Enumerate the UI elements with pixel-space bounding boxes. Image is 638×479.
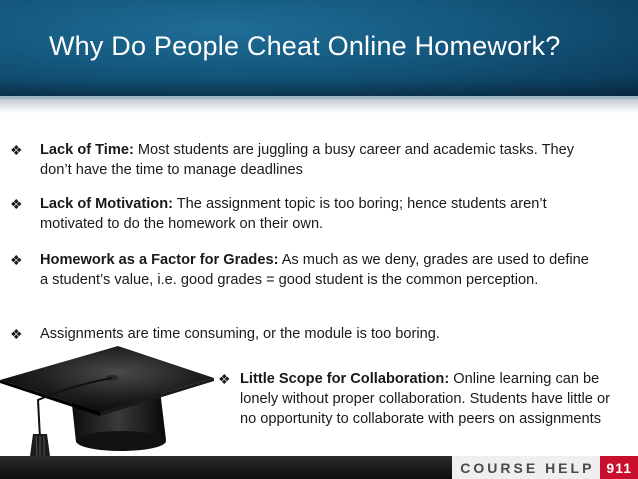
bullet-body: Most students are juggling a busy career and academic tasks. They don’t have the time to manage deadlines <box>40 142 575 178</box>
bullet-text <box>240 369 630 429</box>
bullet-text <box>40 250 600 290</box>
bullet-body: The assignment topic is too boring; hence students aren’t motivated to do the homework on their own. <box>40 196 547 232</box>
diamond-bullet-icon: ❖ <box>218 371 231 387</box>
diamond-bullet-icon: ❖ <box>10 252 23 268</box>
banner-shadow <box>0 99 638 113</box>
bullet-label: Lack of Time: <box>40 142 134 158</box>
title-banner <box>0 0 638 99</box>
footer-bar <box>0 456 638 479</box>
diamond-bullet-icon: ❖ <box>10 326 23 342</box>
diamond-bullet-icon: ❖ <box>10 196 23 212</box>
graduation-cap-icon <box>0 338 215 456</box>
bullet-text <box>40 194 600 234</box>
logo-number: 911 <box>600 456 638 479</box>
bullet-body: Assignments are time consuming, or the module is too boring. <box>40 326 440 342</box>
logo-word: COURSE HELP <box>452 456 600 479</box>
course-help-logo <box>452 456 638 479</box>
diamond-bullet-icon: ❖ <box>10 142 23 158</box>
bullet-text <box>40 140 600 180</box>
bullet-label: Lack of Motivation: <box>40 196 173 212</box>
bullet-body: As much as we deny, grades are used to define a student’s value, i.e. good grades = good student is the common perception. <box>40 252 589 288</box>
bullet-label: Little Scope for Collaboration: <box>240 371 450 387</box>
bullet-label: Homework as a Factor for Grades: <box>40 252 279 268</box>
slide-title: Why Do People Cheat Online Homework? <box>49 31 561 61</box>
bullet-body: Online learning can be lonely without proper collaboration. Students have little or no opportunity to collaborate with peers on assignments <box>240 371 610 427</box>
